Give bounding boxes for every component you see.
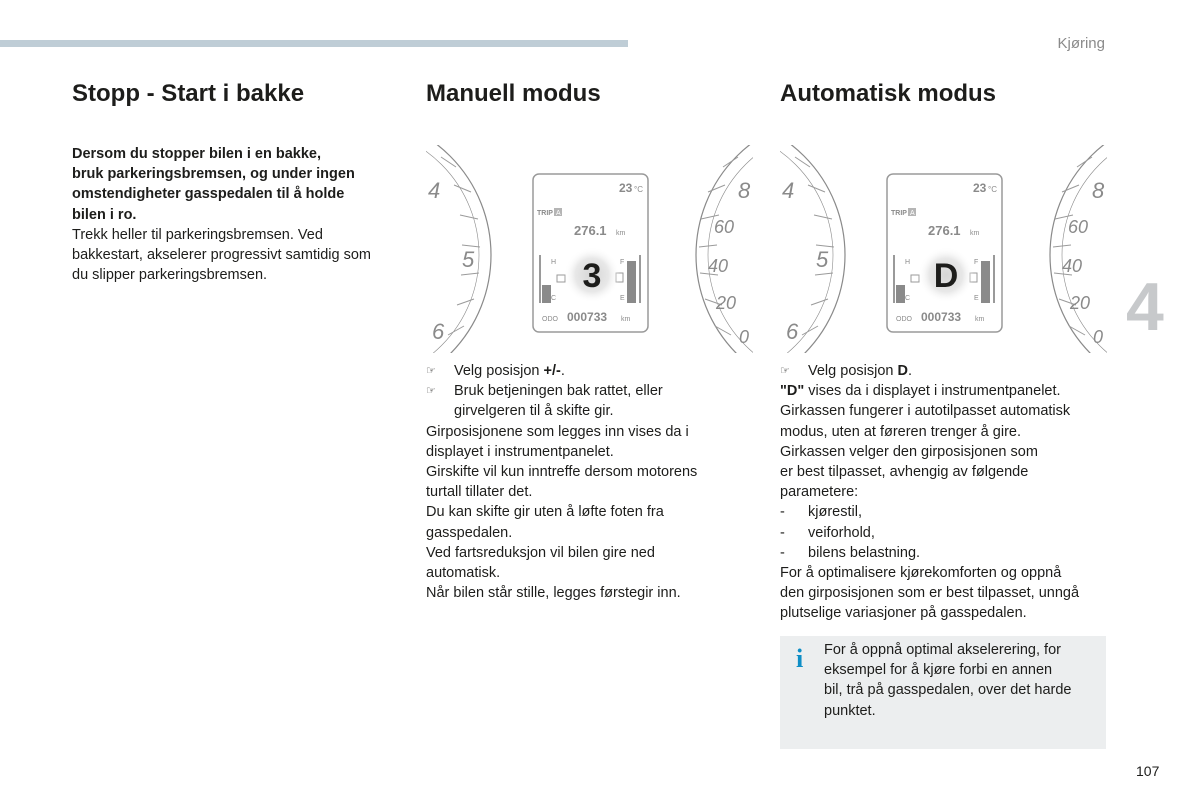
text-line: For å optimalisere kjørekomforten og oppnå: [780, 565, 1062, 582]
heading-automatic-mode: Automatisk modus: [780, 80, 997, 107]
dash-item: [780, 502, 1110, 522]
info-box: [780, 636, 1106, 749]
bullet-text: girvelgeren til å skifte gir.: [454, 403, 614, 420]
bullet-bold: D: [897, 363, 908, 379]
trip-unit: km: [616, 230, 626, 237]
d-bold: "D": [780, 383, 805, 400]
instrument-cluster-manual: [426, 145, 753, 353]
trip-value: 276.1: [574, 223, 607, 238]
rpm-tick-label: 6: [432, 319, 445, 344]
fuel-e-label: E: [620, 295, 625, 302]
text-line: Trekk heller til parkeringsbremsen. Ved: [72, 226, 323, 243]
text-line: den girposisjonen som er best tilpasset, unngå: [780, 585, 1080, 602]
speed-tick-label: 8: [738, 178, 751, 203]
bullet-text: Bruk betjeningen bak rattet, eller: [454, 383, 663, 400]
trip-label: TRIP: [537, 210, 553, 217]
temperature-unit: °C: [988, 185, 997, 194]
dash-text: bilens belastning.: [808, 544, 921, 561]
info-line: For å oppnå optimal akselerering, for: [824, 642, 1061, 658]
info-line: bil, trå på gasspedalen, over det harde: [824, 682, 1072, 699]
warning-line: omstendigheter gasspedalen til å holde: [72, 186, 345, 203]
info-text: [824, 640, 1094, 721]
speed-tick-label: 60: [1068, 217, 1089, 237]
text-line: bakkestart, akselerer progressivt samtidig som: [72, 247, 371, 264]
warning-line: bilen i ro.: [72, 206, 137, 223]
rpm-tick-label: 4: [782, 178, 795, 203]
dash-marker: -: [780, 504, 785, 521]
page-number: 107: [1136, 763, 1160, 779]
trip-value: 276.1: [928, 223, 961, 238]
heading-hill-start: Stopp - Start i bakke: [72, 80, 305, 107]
speed-tick-label: 40: [708, 256, 729, 276]
text-line: Girkassen velger den girposisjonen som: [780, 443, 1038, 460]
text-line: [780, 381, 1110, 401]
rpm-tick-label: 6: [786, 319, 799, 344]
dash-item: [780, 543, 1110, 563]
trip-badge: A: [556, 210, 561, 217]
odometer-value: 000733: [921, 310, 962, 324]
header-bar: [0, 40, 628, 47]
fuel-f-label: F: [620, 259, 625, 266]
coolant-gauge: [896, 285, 905, 303]
chapter-number: 4: [1126, 269, 1164, 345]
coolant-gauge: [542, 285, 551, 303]
bullet-item: [780, 361, 1110, 381]
text-line: er best tilpasset, avhengig av følgende: [780, 464, 1029, 481]
rpm-tick-label: 5: [462, 247, 475, 272]
odometer-unit: km: [621, 316, 631, 323]
temperature-value: 23: [619, 181, 633, 195]
pointer-icon: ☞: [426, 365, 436, 377]
speed-tick-label: 40: [1062, 256, 1083, 276]
dash-marker: -: [780, 524, 785, 541]
odometer-value: 000733: [567, 310, 608, 324]
info-icon: i: [796, 644, 804, 673]
instrument-cluster-automatic: [780, 145, 1107, 353]
bullet-suffix: .: [907, 363, 912, 379]
trip-label: TRIP: [891, 210, 907, 217]
coolant-c-label: C: [551, 295, 557, 302]
dash-text: veiforhold,: [808, 524, 875, 541]
text-line: gasspedalen.: [426, 524, 513, 541]
bullet-item: [426, 381, 746, 421]
fuel-e-label: E: [974, 295, 979, 302]
text-line: Girkassen fungerer i autotilpasset automatisk: [780, 403, 1071, 420]
temperature-value: 23: [973, 181, 987, 195]
odometer-label: ODO: [542, 316, 558, 323]
gear-indicator: 3: [582, 257, 602, 295]
coolant-c-label: C: [905, 295, 911, 302]
bullet-suffix: .: [560, 363, 565, 379]
speed-tick-label: 20: [1070, 293, 1091, 313]
text-line: parametere:: [780, 484, 859, 501]
rpm-tick-label: 5: [816, 247, 829, 272]
text-line: displayet i instrumentpanelet.: [426, 443, 614, 460]
info-line: eksempel for å kjøre forbi en annen: [824, 662, 1053, 679]
trip-unit: km: [970, 230, 980, 237]
speed-tick-label: 0: [1093, 327, 1104, 347]
dash-marker: -: [780, 544, 785, 561]
dash-text: kjørestil,: [808, 504, 862, 521]
text-line: Girposisjonene som legges inn vises da i: [426, 423, 689, 440]
rpm-tick-label: 4: [428, 178, 441, 203]
fuel-gauge: [627, 261, 636, 303]
text-line: Når bilen står stille, legges førstegir inn.: [426, 585, 681, 602]
text-line: automatisk.: [426, 565, 501, 582]
dash-item: [780, 523, 1110, 543]
odometer-label: ODO: [896, 316, 912, 323]
temperature-unit: °C: [634, 185, 643, 194]
manual-mode-text: [426, 361, 746, 603]
cluster-illustration: [426, 145, 753, 353]
speed-tick-label: 8: [1092, 178, 1105, 203]
hill-start-text: [72, 144, 402, 285]
automatic-mode-text: [780, 361, 1110, 624]
text-line: Du kan skifte gir uten å løfte foten fra: [426, 504, 664, 521]
speed-tick-label: 20: [716, 293, 737, 313]
bullet-text: Velg posisjon: [454, 363, 544, 379]
fuel-f-label: F: [974, 259, 979, 266]
text-line: Ved fartsreduksjon vil bilen gire ned: [426, 544, 655, 561]
heading-manual-mode: Manuell modus: [426, 80, 601, 107]
cluster-illustration: [780, 145, 1107, 353]
gear-indicator: D: [933, 257, 959, 295]
coolant-h-label: H: [905, 259, 911, 266]
text-line: Girskifte vil kun inntreffe dersom motorens: [426, 464, 698, 481]
bullet-item: [426, 361, 746, 381]
warning-line: bruk parkeringsbremsen, og under ingen: [72, 166, 355, 183]
text-line: plutselige variasjoner på gasspedalen.: [780, 605, 1027, 622]
section-label: Kjøring: [1057, 35, 1105, 52]
info-line: punktet.: [824, 702, 876, 719]
speed-tick-label: 60: [714, 217, 735, 237]
text-line: turtall tillater det.: [426, 484, 533, 501]
d-rest: vises da i displayet i instrumentpanelet.: [804, 383, 1061, 400]
warning-line: Dersom du stopper bilen i en bakke,: [72, 146, 321, 162]
speed-tick-label: 0: [739, 327, 750, 347]
pointer-icon: ☞: [780, 365, 790, 377]
text-line: modus, uten at føreren trenger å gire.: [780, 423, 1021, 440]
fuel-gauge: [981, 261, 990, 303]
text-line: du slipper parkeringsbremsen.: [72, 267, 268, 284]
pointer-icon: ☞: [426, 385, 436, 398]
bullet-text: Velg posisjon: [808, 363, 898, 379]
odometer-unit: km: [975, 316, 985, 323]
coolant-h-label: H: [551, 259, 557, 266]
trip-badge: A: [910, 210, 915, 217]
bullet-bold: +/-: [543, 363, 561, 379]
